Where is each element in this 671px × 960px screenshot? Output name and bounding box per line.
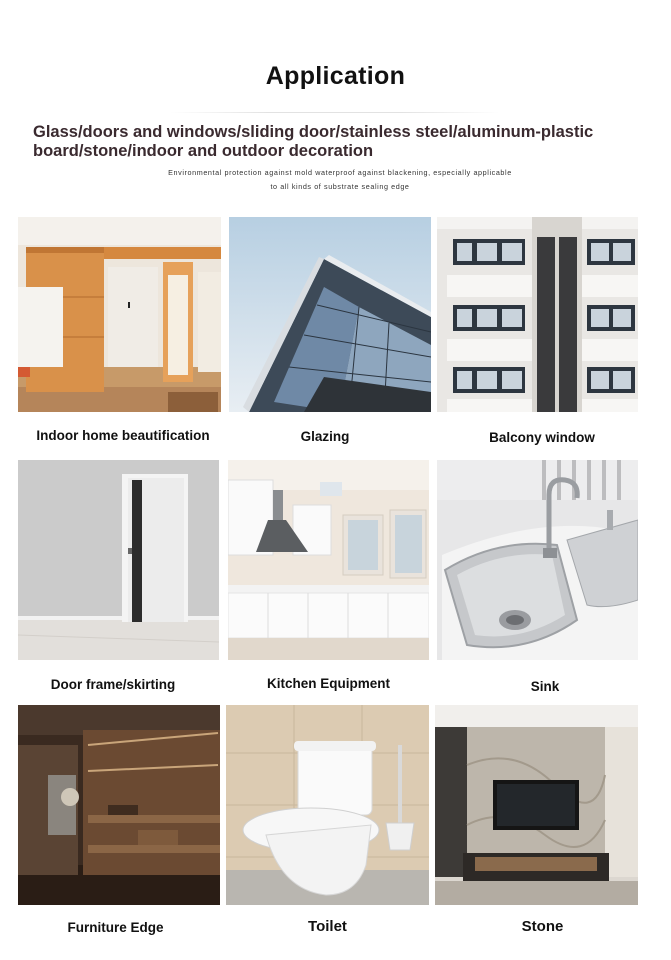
page-title: Application (265, 62, 406, 90)
note-line-1: Environmental protection against mold waterproof against blackening, especially applicable (168, 168, 512, 177)
caption-balcony-window: Balcony window (489, 430, 595, 445)
interior-room-image (18, 217, 221, 412)
caption-indoor-home: Indoor home beautification (36, 428, 210, 443)
furniture-image (18, 705, 220, 905)
door-frame-image (18, 460, 219, 660)
note-line-2: to all kinds of substrate sealing edge (270, 182, 410, 191)
subtitle: Glass/doors and windows/sliding door/stainless steel/aluminum-plastic board/stone/indoor and outdoor decoration (33, 123, 594, 160)
caption-toilet: Toilet (308, 918, 347, 935)
balcony-window-image (437, 217, 638, 412)
caption-kitchen-equipment: Kitchen Equipment (266, 676, 390, 691)
caption-furniture-edge: Furniture Edge (67, 920, 164, 935)
caption-stone: Stone (521, 918, 564, 935)
caption-door-frame: Door frame/skirting (50, 677, 176, 692)
caption-sink: Sink (530, 679, 560, 694)
sink-image (437, 460, 638, 660)
toilet-image (226, 705, 429, 905)
title-divider (170, 112, 500, 113)
kitchen-image (228, 460, 429, 660)
caption-glazing: Glazing (300, 429, 350, 444)
glass-facade-image (229, 217, 431, 412)
description-note (100, 166, 580, 194)
stone-wall-image (435, 705, 638, 905)
